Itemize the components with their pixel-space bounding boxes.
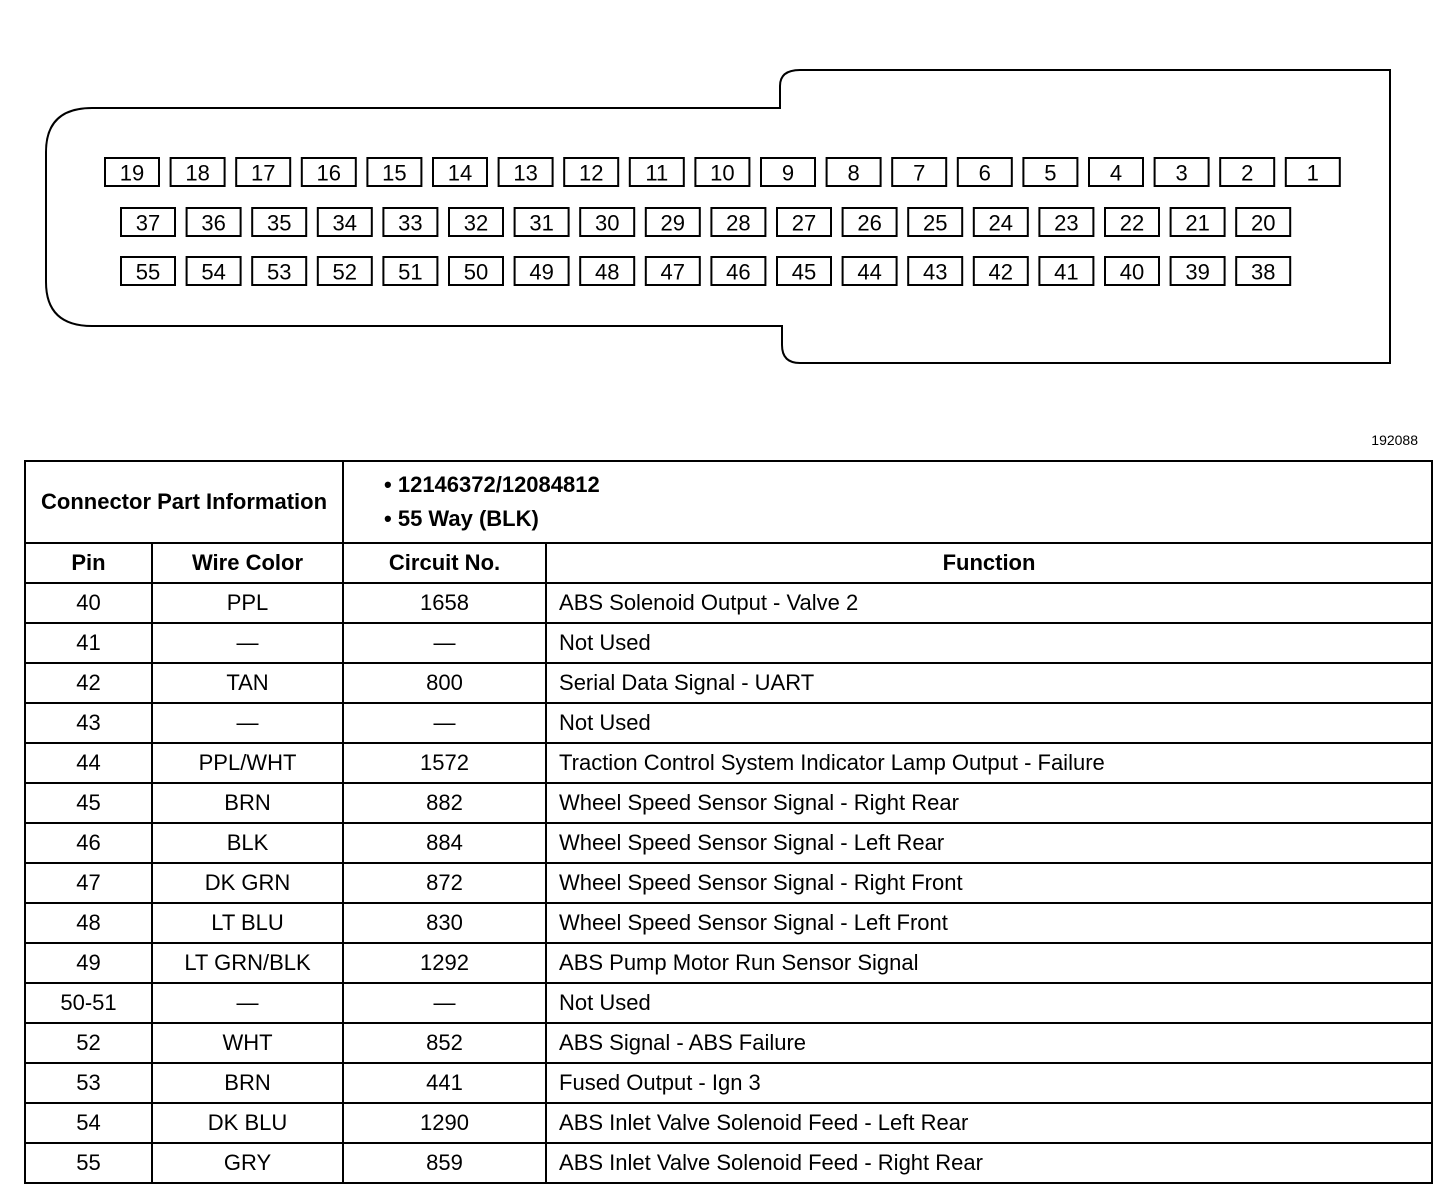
pin-label: 23 [1054,210,1079,236]
pin-6 [958,158,1012,186]
pin-15 [367,158,421,186]
pin-label: 41 [1054,259,1079,285]
pin-label: 27 [791,210,817,236]
pin-13 [499,158,553,186]
pin-label: 47 [660,259,686,285]
cell-circuit: 852 [343,1023,546,1063]
cell-pin: 53 [25,1063,152,1103]
pin-label: 16 [316,160,342,186]
table-row [25,863,1432,903]
pin-33 [383,208,437,236]
pin-22 [1105,208,1159,236]
pin-label: 15 [382,160,407,186]
cell-wire-color: — [152,703,343,743]
pin-label: 38 [1250,259,1276,285]
cell-wire-color: DK GRN [152,863,343,903]
cell-wire-color: BLK [152,823,343,863]
pin-16 [302,158,356,186]
pin-54 [187,257,241,285]
pin-51 [383,257,437,285]
pin-42 [974,257,1028,285]
cell-function: Wheel Speed Sensor Signal - Right Front [546,863,1432,903]
pin-7 [892,158,946,186]
pin-28 [711,208,765,236]
cell-wire-color: WHT [152,1023,343,1063]
pin-47 [646,257,700,285]
cell-function: Wheel Speed Sensor Signal - Left Front [546,903,1432,943]
pin-row-2 [121,208,1290,236]
header-pin: Pin [25,543,152,583]
connector-way: • 55 Way (BLK) [384,502,1431,536]
pin-36 [187,208,241,236]
pin-label: 25 [922,210,948,236]
cell-function: ABS Inlet Valve Solenoid Feed - Left Rear [546,1103,1432,1143]
table-row [25,783,1432,823]
pin-label: 3 [1175,160,1188,186]
pin-2 [1220,158,1274,186]
pin-26 [843,208,897,236]
table-row [25,743,1432,783]
pin-label: 37 [135,210,161,236]
cell-function: Fused Output - Ign 3 [546,1063,1432,1103]
pin-41 [1039,257,1093,285]
pin-14 [433,158,487,186]
pin-32 [449,208,503,236]
pin-4 [1089,158,1143,186]
pin-44 [843,257,897,285]
cell-circuit: — [343,623,546,663]
pin-label: 40 [1119,259,1145,285]
pin-label: 21 [1185,210,1210,236]
pin-label: 33 [398,210,423,236]
cell-wire-color: PPL [152,583,343,623]
cell-wire-color: LT BLU [152,903,343,943]
pin-50 [449,257,503,285]
pin-55 [121,257,175,285]
cell-function: ABS Signal - ABS Failure [546,1023,1432,1063]
pin-label: 26 [857,210,882,236]
connector-info-table [24,460,1433,1184]
pin-30 [580,208,634,236]
cell-pin: 43 [25,703,152,743]
pin-43 [908,257,962,285]
pin-53 [252,257,306,285]
pin-label: 30 [594,210,620,236]
cell-pin: 47 [25,863,152,903]
table-row [25,1143,1432,1183]
pin-38 [1236,257,1290,285]
pin-29 [646,208,700,236]
pin-label: 12 [578,160,604,186]
header-function: Function [546,543,1432,583]
pin-label: 24 [988,210,1014,236]
cell-pin: 45 [25,783,152,823]
cell-function: ABS Inlet Valve Solenoid Feed - Right Rear [546,1143,1432,1183]
part-numbers: • 12146372/12084812 [384,468,1431,502]
pin-35 [252,208,306,236]
cell-circuit: — [343,703,546,743]
pin-row-3 [121,257,1290,285]
cell-circuit: 882 [343,783,546,823]
pin-label: 20 [1250,210,1276,236]
pin-label: 32 [463,210,489,236]
pin-label: 48 [594,259,620,285]
table-row [25,823,1432,863]
header-wire-color: Wire Color [152,543,343,583]
pin-5 [1023,158,1077,186]
cell-circuit: 830 [343,903,546,943]
cell-pin: 42 [25,663,152,703]
table-row [25,983,1432,1023]
pin-label: 42 [988,259,1014,285]
figure-id: 192088 [1371,432,1418,448]
cell-pin: 41 [25,623,152,663]
cell-circuit: 1290 [343,1103,546,1143]
cell-circuit: 800 [343,663,546,703]
cell-pin: 55 [25,1143,152,1183]
table-row [25,623,1432,663]
pin-17 [236,158,290,186]
cell-pin: 44 [25,743,152,783]
pin-49 [515,257,569,285]
cell-wire-color: DK BLU [152,1103,343,1143]
pin-label: 46 [726,259,751,285]
info-label: Connector Part Information [25,461,343,543]
pin-label: 13 [513,160,538,186]
connector-diagram [0,0,1456,420]
cell-wire-color: LT GRN/BLK [152,943,343,983]
cell-circuit: 884 [343,823,546,863]
pin-11 [630,158,684,186]
pin-20 [1236,208,1290,236]
pin-label: 7 [913,160,926,186]
cell-wire-color: BRN [152,783,343,823]
pin-label: 4 [1109,160,1123,186]
pin-label: 2 [1241,160,1254,186]
pin-label: 22 [1119,210,1145,236]
pin-label: 9 [781,160,795,186]
pin-39 [1171,257,1225,285]
pin-label: 17 [250,160,276,186]
header-circuit: Circuit No. [343,543,546,583]
pin-46 [711,257,765,285]
cell-pin: 52 [25,1023,152,1063]
pin-label: 5 [1044,160,1057,186]
cell-function: Traction Control System Indicator Lamp Output - Failure [546,743,1432,783]
pin-48 [580,257,634,285]
pin-label: 51 [398,259,423,285]
table-row [25,703,1432,743]
pin-18 [171,158,225,186]
pin-label: 45 [791,259,817,285]
table-row [25,1023,1432,1063]
pin-31 [515,208,569,236]
cell-pin: 50-51 [25,983,152,1023]
cell-function: Wheel Speed Sensor Signal - Left Rear [546,823,1432,863]
cell-function: Not Used [546,703,1432,743]
cell-function: Not Used [546,983,1432,1023]
table-row [25,1063,1432,1103]
pin-label: 11 [645,160,669,186]
pin-label: 14 [447,160,473,186]
cell-wire-color: — [152,983,343,1023]
pin-label: 39 [1185,259,1210,285]
pin-label: 1 [1306,160,1319,186]
pin-19 [105,158,159,186]
pin-1 [1286,158,1340,186]
cell-function: Serial Data Signal - UART [546,663,1432,703]
cell-circuit: 441 [343,1063,546,1103]
cell-function: ABS Pump Motor Run Sensor Signal [546,943,1432,983]
table-row [25,943,1432,983]
pin-label: 6 [978,160,991,186]
cell-pin: 46 [25,823,152,863]
pin-label: 44 [857,259,882,285]
pin-8 [827,158,881,186]
cell-circuit: 1572 [343,743,546,783]
pin-10 [695,158,749,186]
table-row [25,1103,1432,1143]
pin-label: 43 [922,259,948,285]
pin-3 [1155,158,1209,186]
cell-function: Not Used [546,623,1432,663]
pin-label: 10 [710,160,735,186]
part-info [343,461,1432,543]
cell-wire-color: TAN [152,663,343,703]
cell-wire-color: — [152,623,343,663]
pin-25 [908,208,962,236]
table-row [25,663,1432,703]
pin-label: 52 [332,259,358,285]
pin-label: 36 [201,210,226,236]
pin-45 [777,257,831,285]
cell-circuit: 872 [343,863,546,903]
pin-52 [318,257,372,285]
pin-label: 8 [847,160,860,186]
pin-label: 55 [135,259,161,285]
pin-label: 54 [201,259,226,285]
pin-label: 35 [266,210,292,236]
pin-label: 49 [529,259,554,285]
pin-34 [318,208,372,236]
pin-12 [564,158,618,186]
cell-wire-color: BRN [152,1063,343,1103]
pin-label: 31 [529,210,554,236]
cell-pin: 54 [25,1103,152,1143]
pin-40 [1105,257,1159,285]
pin-label: 19 [119,160,145,186]
pin-label: 34 [332,210,358,236]
pin-37 [121,208,175,236]
pin-row-1 [105,158,1340,186]
table-row [25,583,1432,623]
cell-circuit: — [343,983,546,1023]
cell-pin: 48 [25,903,152,943]
cell-wire-color: GRY [152,1143,343,1183]
pin-label: 53 [266,259,292,285]
pin-27 [777,208,831,236]
pin-label: 28 [726,210,751,236]
cell-pin: 40 [25,583,152,623]
pin-21 [1171,208,1225,236]
cell-circuit: 859 [343,1143,546,1183]
cell-pin: 49 [25,943,152,983]
pin-9 [761,158,815,186]
pin-24 [974,208,1028,236]
cell-circuit: 1658 [343,583,546,623]
table-row [25,903,1432,943]
pin-23 [1039,208,1093,236]
cell-wire-color: PPL/WHT [152,743,343,783]
cell-function: ABS Solenoid Output - Valve 2 [546,583,1432,623]
cell-circuit: 1292 [343,943,546,983]
pin-label: 29 [660,210,686,236]
cell-function: Wheel Speed Sensor Signal - Right Rear [546,783,1432,823]
pin-label: 50 [463,259,489,285]
pin-label: 18 [185,160,210,186]
